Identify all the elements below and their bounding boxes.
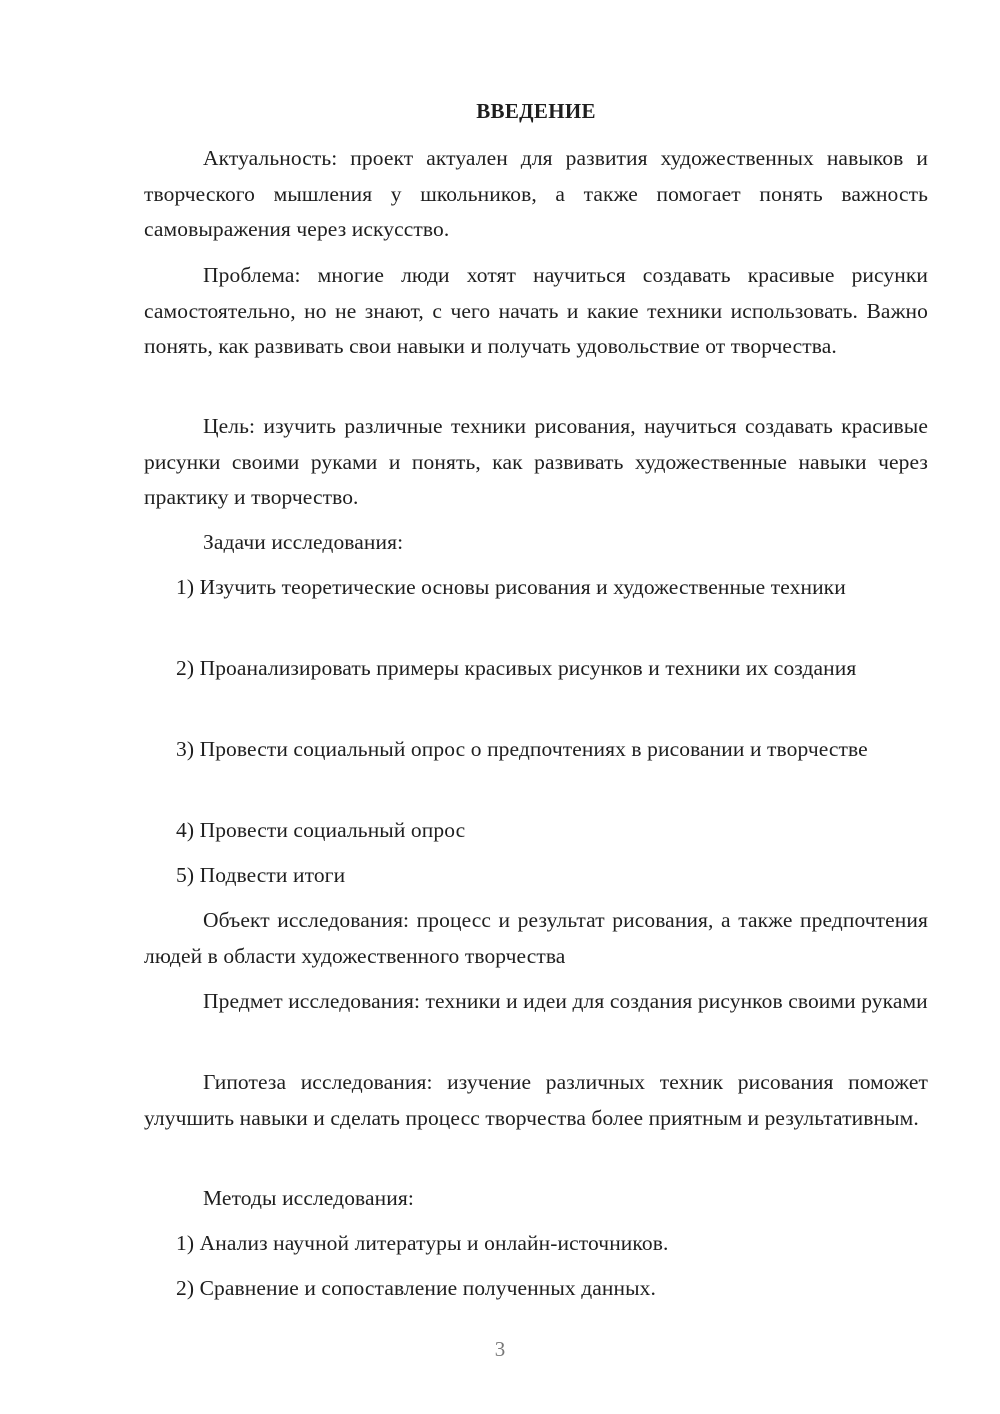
- page-number: 3: [494, 1337, 506, 1361]
- task-item-2: 2) Проанализировать примеры красивых рисунков и техники их создания: [176, 656, 857, 680]
- problem-paragraph: Проблема: многие люди хотят научиться создавать красивые рисунки самостоятельно, но не знают, с чего начать и какие техники использовать. Важно понять, как развивать свои навыки и получать удовольствие от творчества.: [144, 263, 928, 358]
- subject-paragraph: Предмет исследования: техники и идеи для создания рисунков своими руками: [203, 989, 928, 1013]
- methods-heading: Методы исследования:: [203, 1186, 414, 1210]
- section-title: ВВЕДЕНИЕ: [476, 99, 596, 123]
- tasks-heading: Задачи исследования:: [203, 530, 404, 554]
- task-item-5: 5) Подвести итоги: [176, 863, 346, 887]
- goal-paragraph: Цель: изучить различные техники рисования, научиться создавать красивые рисунки своими руками и понять, как развивать художественные навыки через практику и творчество.: [144, 414, 928, 509]
- task-item-3: 3) Провести социальный опрос о предпочтениях в рисовании и творчестве: [176, 737, 868, 761]
- object-paragraph: Объект исследования: процесс и результат рисования, а также предпочтения людей в области художественного творчества: [144, 908, 928, 968]
- method-item-2: 2) Сравнение и сопоставление полученных данных.: [176, 1276, 656, 1300]
- method-item-1: 1) Анализ научной литературы и онлайн-источников.: [176, 1231, 669, 1255]
- relevance-paragraph: Актуальность: проект актуален для развития художественных навыков и творческого мышления у школьников, а также помогает понять важность самовыражения через искусство.: [144, 146, 928, 241]
- task-item-1: 1) Изучить теоретические основы рисования и художественные техники: [176, 575, 846, 599]
- hypothesis-paragraph: Гипотеза исследования: изучение различных техник рисования поможет улучшить навыки и сделать процесс творчества более приятным и результативным.: [144, 1070, 928, 1130]
- task-item-4: 4) Провести социальный опрос: [176, 818, 466, 842]
